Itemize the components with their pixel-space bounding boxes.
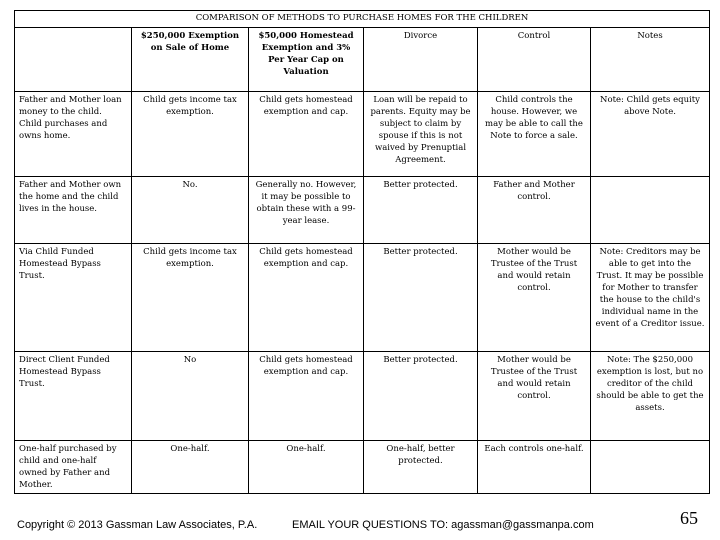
comparison-table bbox=[14, 10, 710, 494]
cell-control: Mother would be Trustee of the Trust and would retain control. bbox=[478, 244, 591, 352]
email-questions-text: EMAIL YOUR QUESTIONS TO: agassman@gassmanpa.com bbox=[292, 519, 594, 531]
cell-notes: Note: The $250,000 exemption is lost, but no creditor of the child should be able to get the assets. bbox=[591, 352, 710, 441]
cell-sale-exemption: Child gets income tax exemption. bbox=[132, 244, 249, 352]
header-row bbox=[15, 28, 710, 92]
cell-divorce: Better protected. bbox=[364, 352, 478, 441]
cell-sale-exemption: Child gets income tax exemption. bbox=[132, 92, 249, 177]
table-row bbox=[15, 92, 710, 177]
header-homestead-exemption: $50,000 Homestead Exemption and 3% Per Year Cap on Valuation bbox=[249, 28, 364, 92]
title-row bbox=[15, 11, 710, 28]
cell-method: One-half purchased by child and one-half owned by Father and Mother. bbox=[15, 441, 132, 494]
cell-notes bbox=[591, 441, 710, 494]
cell-control: Mother would be Trustee of the Trust and would retain control. bbox=[478, 352, 591, 441]
page-number: 65 bbox=[680, 508, 698, 528]
table-row bbox=[15, 177, 710, 244]
cell-control: Each controls one-half. bbox=[478, 441, 591, 494]
copyright-text: Copyright © 2013 Gassman Law Associates, P.A. bbox=[17, 519, 258, 531]
header-method bbox=[15, 28, 132, 92]
header-divorce: Divorce bbox=[364, 28, 478, 92]
header-notes: Notes bbox=[591, 28, 710, 92]
cell-divorce: Better protected. bbox=[364, 244, 478, 352]
table-title: COMPARISON OF METHODS TO PURCHASE HOMES FOR THE CHILDREN bbox=[15, 11, 710, 28]
table-row bbox=[15, 441, 710, 494]
cell-homestead: Child gets homestead exemption and cap. bbox=[249, 244, 364, 352]
cell-control: Father and Mother control. bbox=[478, 177, 591, 244]
cell-divorce: Loan will be repaid to parents. Equity may be subject to claim by spouse if this is not waived by Prenuptial Agreement. bbox=[364, 92, 478, 177]
cell-method: Via Child Funded Homestead Bypass Trust. bbox=[15, 244, 132, 352]
cell-homestead: One-half. bbox=[249, 441, 364, 494]
cell-homestead: Child gets homestead exemption and cap. bbox=[249, 92, 364, 177]
cell-divorce: Better protected. bbox=[364, 177, 478, 244]
cell-control: Child controls the house. However, we may be able to call the Note to force a sale. bbox=[478, 92, 591, 177]
header-sale-exemption: $250,000 Exemption on Sale of Home bbox=[132, 28, 249, 92]
table-row bbox=[15, 352, 710, 441]
cell-sale-exemption: No bbox=[132, 352, 249, 441]
cell-method: Direct Client Funded Homestead Bypass Trust. bbox=[15, 352, 132, 441]
cell-homestead: Child gets homestead exemption and cap. bbox=[249, 352, 364, 441]
cell-notes: Note: Creditors may be able to get into the Trust. It may be possible for Mother to transfer the house to the child's individual name in the event of a Creditor issue. bbox=[591, 244, 710, 352]
cell-homestead: Generally no. However, it may be possible to obtain these with a 99-year lease. bbox=[249, 177, 364, 244]
cell-method: Father and Mother loan money to the child. Child purchases and owns home. bbox=[15, 92, 132, 177]
cell-divorce: One-half, better protected. bbox=[364, 441, 478, 494]
cell-notes: Note: Child gets equity above Note. bbox=[591, 92, 710, 177]
cell-method: Father and Mother own the home and the child lives in the house. bbox=[15, 177, 132, 244]
header-control: Control bbox=[478, 28, 591, 92]
cell-sale-exemption: No. bbox=[132, 177, 249, 244]
cell-notes bbox=[591, 177, 710, 244]
table-row bbox=[15, 244, 710, 352]
cell-sale-exemption: One-half. bbox=[132, 441, 249, 494]
